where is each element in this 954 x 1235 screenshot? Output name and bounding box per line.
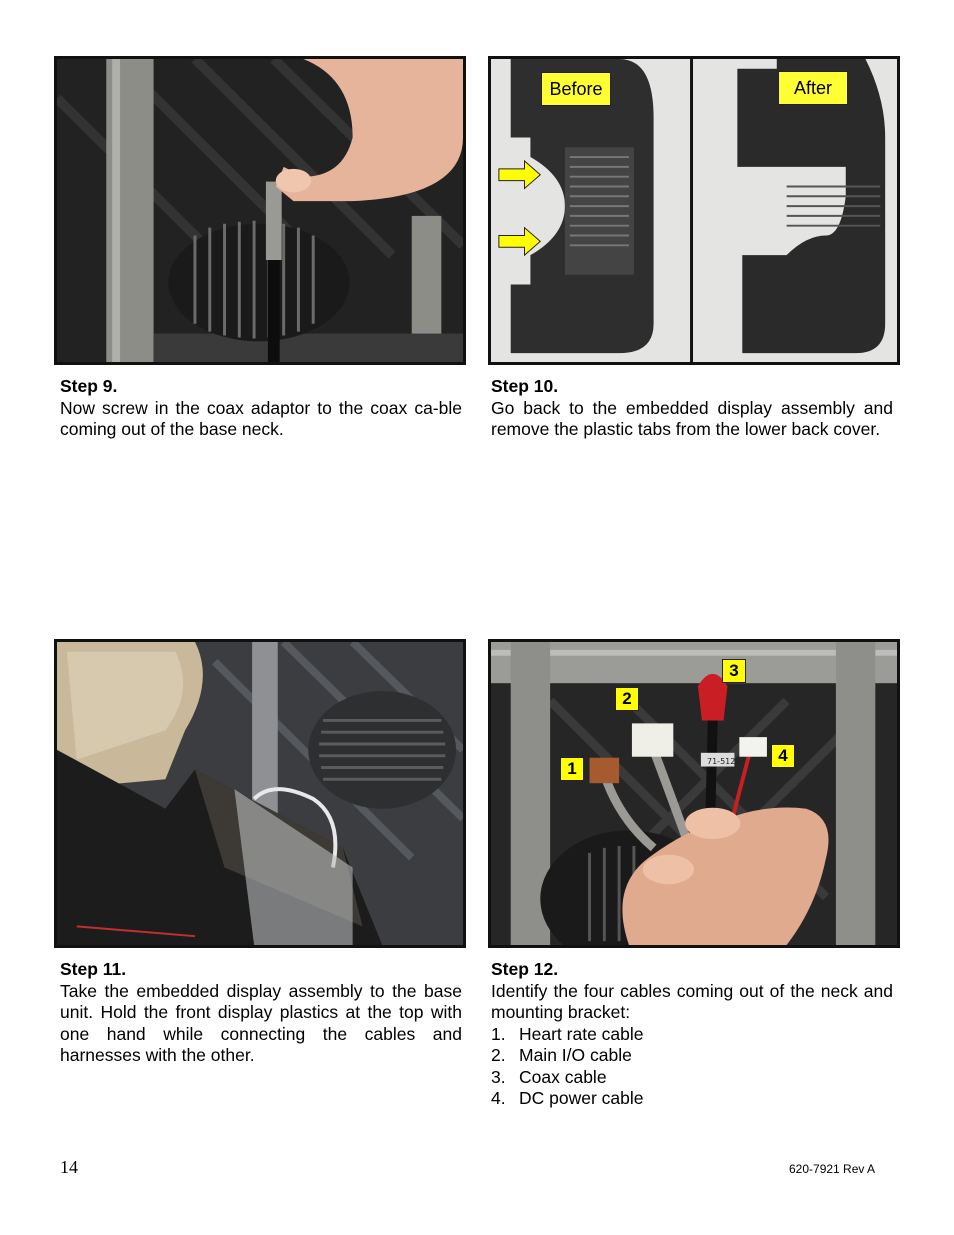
list-text: DC power cable bbox=[519, 1088, 644, 1108]
list-text: Coax cable bbox=[519, 1066, 607, 1087]
step-title: Step 10. bbox=[491, 376, 559, 396]
document-revision: 620-7921 Rev A bbox=[789, 1162, 876, 1176]
list-number: 1. bbox=[491, 1023, 506, 1044]
callout-1: 1 bbox=[560, 757, 584, 781]
list-number: 4. bbox=[491, 1088, 506, 1108]
step11-photo bbox=[54, 639, 466, 948]
step-11 bbox=[60, 959, 462, 1067]
step-12 bbox=[491, 959, 893, 1110]
cable-tag: 71-5120 bbox=[707, 757, 741, 766]
step12-photo bbox=[488, 639, 900, 948]
list-item bbox=[491, 1045, 893, 1067]
list-item bbox=[491, 1088, 893, 1110]
step-body: Go back to the embedded display assembly and remove the plastic tabs from the lower back cover. bbox=[491, 397, 893, 439]
list-text: Heart rate cable bbox=[519, 1023, 644, 1044]
list-text: Main I/O cable bbox=[519, 1045, 632, 1065]
step10-photo bbox=[488, 56, 900, 365]
callout-2: 2 bbox=[615, 687, 639, 711]
step-body: Identify the four cables coming out of the neck and mounting bracket: bbox=[491, 980, 893, 1022]
step-title: Step 12. bbox=[491, 959, 559, 979]
list-number: 3. bbox=[491, 1066, 506, 1087]
step-10 bbox=[491, 376, 893, 441]
step-body: Now screw in the coax adaptor to the coax ca-ble coming out of the base neck. bbox=[60, 397, 462, 439]
callout-4: 4 bbox=[771, 744, 795, 768]
page-number: 14 bbox=[60, 1157, 78, 1177]
before-label: Before bbox=[541, 72, 611, 106]
step-body: Take the embedded display assembly to the base unit. Hold the front display plastics at the top with one hand while connecting the cables and harnesses with the other. bbox=[60, 980, 462, 1065]
step-9 bbox=[60, 376, 462, 441]
list-number: 2. bbox=[491, 1045, 506, 1065]
callout-3: 3 bbox=[722, 659, 746, 683]
cable-list bbox=[491, 1024, 893, 1110]
list-item bbox=[491, 1024, 893, 1046]
list-item bbox=[491, 1067, 893, 1089]
step-title: Step 9. bbox=[60, 376, 118, 396]
after-label: After bbox=[778, 71, 848, 105]
step9-photo bbox=[54, 56, 466, 365]
step-title: Step 11. bbox=[60, 959, 127, 979]
